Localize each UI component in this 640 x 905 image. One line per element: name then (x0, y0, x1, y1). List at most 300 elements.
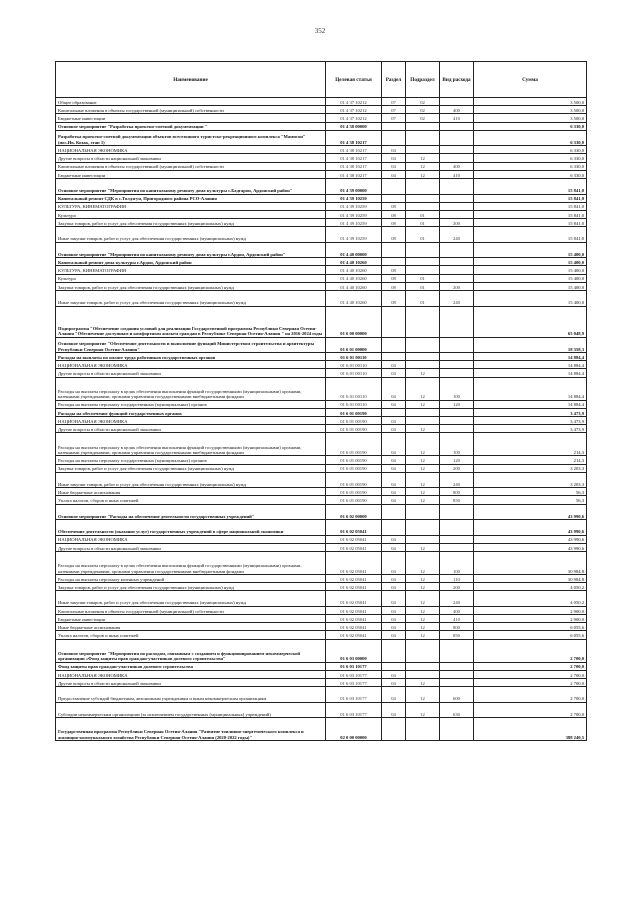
row-expense-type-cell: 400 (440, 162, 474, 170)
row-amount-cell: 14 884,4 (474, 369, 587, 377)
row-name-cell: НАЦИОНАЛЬНАЯ ЭКОНОМИКА (56, 670, 326, 678)
row-section-cell (382, 639, 406, 662)
row-target-article-cell: 01 6 02 05041 (326, 615, 382, 623)
row-section-cell: 04 (382, 464, 406, 472)
row-name-cell: Иные бюджетные ассигнования (56, 488, 326, 496)
row-amount-cell: 4 050,2 (474, 591, 587, 607)
row-name-cell: Расходы на выплаты персоналу в целях обеспечения выполнения функций государственными (муниципальными) органами, казенными учреждениями, органами управления государственными внебюджетными фондами (56, 433, 326, 456)
row-target-article-cell: 01 4 40 00000 (326, 242, 382, 258)
row-section-cell: 04 (382, 631, 406, 639)
row-target-article-cell: 01 6 01 00190 (326, 488, 382, 496)
row-expense-type-cell (440, 337, 474, 353)
row-subsection-cell: 12 (406, 369, 440, 377)
row-target-article-cell: 01 6 02 05041 (326, 543, 382, 551)
row-expense-type-cell: 110 (440, 574, 474, 582)
row-expense-type-cell (440, 242, 474, 258)
table-row (56, 361, 587, 369)
row-name-cell: Расходы на обеспечение функций государственных органов (56, 408, 326, 416)
row-subsection-cell (406, 122, 440, 130)
row-name-cell: Основное мероприятие "Разработка проектно-сметной документации " (56, 122, 326, 130)
row-expense-type-cell: 850 (440, 496, 474, 504)
table-row (56, 472, 587, 488)
row-subsection-cell (406, 408, 440, 416)
row-subsection-cell: 12 (406, 162, 440, 170)
row-subsection-cell: 12 (406, 496, 440, 504)
table-row (56, 702, 587, 718)
row-target-article-cell: 01 6 02 05041 (326, 583, 382, 591)
row-expense-type-cell (440, 258, 474, 266)
table-row (56, 488, 587, 496)
page-number: 352 (314, 27, 326, 35)
row-target-article-cell: 01 4 40 10260 (326, 258, 382, 266)
row-target-article-cell: 01 4 39 10259 (326, 202, 382, 210)
row-name-cell: Основное мероприятие "Мероприятия по капитальному ремонту дома культуры с.Бадгарон, Ардонский район" (56, 179, 326, 195)
header-expense-type: Вид расхода (440, 62, 474, 98)
row-subsection-cell (406, 535, 440, 543)
row-subsection-cell (406, 504, 440, 520)
row-amount-cell: 2 700,0 (474, 662, 587, 670)
table-row (56, 377, 587, 400)
row-subsection-cell: 12 (406, 154, 440, 162)
row-subsection-cell: 12 (406, 170, 440, 178)
row-section-cell (382, 337, 406, 353)
row-expense-type-cell (440, 639, 474, 662)
row-section-cell: 04 (382, 162, 406, 170)
row-expense-type-cell (440, 678, 474, 686)
row-target-article-cell: 01 6 03 10177 (326, 678, 382, 686)
row-section-cell: 08 (382, 202, 406, 210)
row-amount-cell: 388 240,5 (474, 718, 587, 741)
table-row (56, 400, 587, 408)
row-amount-cell: 15 400,0 (474, 291, 587, 307)
row-expense-type-cell: 240 (440, 472, 474, 488)
row-name-cell: Закупка товаров, работ и услуг для обеспечения государственных (муниципальных) нужд (56, 583, 326, 591)
row-expense-type-cell (440, 662, 474, 670)
row-section-cell: 08 (382, 219, 406, 227)
table-row (56, 369, 587, 377)
row-target-article-cell: 01 6 02 05041 (326, 606, 382, 614)
row-expense-type-cell (440, 520, 474, 536)
table-row (56, 718, 587, 741)
row-name-cell: Другие вопросы в области национальной экономики (56, 154, 326, 162)
row-section-cell: 04 (382, 433, 406, 456)
row-subsection-cell: 02 (406, 114, 440, 122)
table-row (56, 98, 587, 106)
table-row (56, 433, 587, 456)
row-amount-cell: 15 841,0 (474, 202, 587, 210)
row-amount-cell: 18 358,3 (474, 337, 587, 353)
row-target-article-cell: 01 6 01 00190 (326, 464, 382, 472)
row-target-article-cell: 01 4 37 10212 (326, 106, 382, 114)
row-name-cell: Бюджетные инвестиции (56, 114, 326, 122)
row-subsection-cell (406, 202, 440, 210)
table-row (56, 130, 587, 146)
row-amount-cell: 14 884,4 (474, 400, 587, 408)
row-section-cell: 04 (382, 416, 406, 424)
row-expense-type-cell: 120 (440, 456, 474, 464)
row-expense-type-cell (440, 361, 474, 369)
row-section-cell: 04 (382, 154, 406, 162)
row-amount-cell: 2 700,0 (474, 670, 587, 678)
row-target-article-cell: 01 6 03 10177 (326, 687, 382, 703)
row-name-cell: Культура (56, 210, 326, 218)
row-section-cell: 04 (382, 425, 406, 433)
table-row (56, 456, 587, 464)
row-name-cell: Субсидии некоммерческим организациям (за исключением государственных (муниципальных) учреждений) (56, 702, 326, 718)
row-name-cell: Фонд защиты прав граждан-участников долевого строительства (56, 662, 326, 670)
row-target-article-cell: 01 4 38 10217 (326, 162, 382, 170)
row-name-cell: Основное мероприятие "Расходы на обеспечение деятельности государственных учреждений" (56, 504, 326, 520)
row-target-article-cell: 01 6 01 00190 (326, 433, 382, 456)
row-name-cell: Капитальный ремонт дома культуры г.Ардон, Ардонский район (56, 258, 326, 266)
row-amount-cell: 3 500,0 (474, 106, 587, 114)
row-target-article-cell: 01 6 01 00190 (326, 416, 382, 424)
row-expense-type-cell (440, 408, 474, 416)
row-expense-type-cell (440, 122, 474, 130)
row-name-cell: НАЦИОНАЛЬНАЯ ЭКОНОМИКА (56, 535, 326, 543)
row-target-article-cell: 01 4 39 10259 (326, 210, 382, 218)
row-name-cell: Предоставление субсидий бюджетным, автономным учреждениям и иным некоммерческим организациям (56, 687, 326, 703)
row-expense-type-cell: 850 (440, 631, 474, 639)
table-row (56, 615, 587, 623)
row-expense-type-cell (440, 670, 474, 678)
row-target-article-cell: 01 6 01 00190 (326, 456, 382, 464)
row-section-cell: 07 (382, 98, 406, 106)
row-subsection-cell: 12 (406, 574, 440, 582)
row-section-cell: 04 (382, 670, 406, 678)
row-expense-type-cell: 240 (440, 291, 474, 307)
row-amount-cell: 15 841,0 (474, 194, 587, 202)
row-amount-cell: 14 884,4 (474, 377, 587, 400)
row-name-cell: Культура (56, 274, 326, 282)
row-subsection-cell: 12 (406, 687, 440, 703)
row-section-cell: 04 (382, 496, 406, 504)
row-name-cell: Другие вопросы в области национальной экономики (56, 678, 326, 686)
row-target-article-cell: 01 6 00 00000 (326, 306, 382, 337)
row-section-cell: 04 (382, 377, 406, 400)
row-name-cell: НАЦИОНАЛЬНАЯ ЭКОНОМИКА (56, 361, 326, 369)
row-name-cell: КУЛЬТУРА, КИНЕМАТОГРАФИЯ (56, 266, 326, 274)
row-subsection-cell: 12 (406, 400, 440, 408)
row-subsection-cell: 12 (406, 488, 440, 496)
row-name-cell: Капитальные вложения в объекты государственной (муниципальной) собственности (56, 606, 326, 614)
row-target-article-cell: 01 4 40 10260 (326, 266, 382, 274)
row-expense-type-cell: 120 (440, 400, 474, 408)
row-section-cell: 04 (382, 623, 406, 631)
row-name-cell: Бюджетные инвестиции (56, 170, 326, 178)
table-row (56, 227, 587, 243)
row-subsection-cell (406, 353, 440, 361)
row-target-article-cell: 01 6 01 00190 (326, 408, 382, 416)
row-target-article-cell: 01 4 38 10217 (326, 170, 382, 178)
row-target-article-cell: 01 4 37 10212 (326, 114, 382, 122)
row-subsection-cell (406, 662, 440, 670)
row-target-article-cell: 01 6 02 05041 (326, 535, 382, 543)
row-name-cell: Обеспечение деятельности (оказание услуг) государственных учреждений в сфере национальной экономики (56, 520, 326, 536)
header-target-article: Целевая статья (326, 62, 382, 98)
table-row (56, 282, 587, 290)
row-amount-cell: 15 400,0 (474, 282, 587, 290)
header-section: Раздел (382, 62, 406, 98)
row-amount-cell: 6 330,0 (474, 146, 587, 154)
row-section-cell: 04 (382, 678, 406, 686)
row-name-cell: Капитальные вложения в объекты государственной (муниципальной) собственности (56, 162, 326, 170)
row-name-cell: Другие вопросы в области национальной экономики (56, 543, 326, 551)
row-section-cell (382, 662, 406, 670)
row-subsection-cell: 12 (406, 456, 440, 464)
row-name-cell: Расходы на выплаты по оплате труда работников государственных органов (56, 353, 326, 361)
header-name: Наименование (56, 62, 326, 98)
table-row (56, 574, 587, 582)
table-row (56, 266, 587, 274)
row-expense-type-cell: 410 (440, 114, 474, 122)
row-section-cell: 04 (382, 535, 406, 543)
row-expense-type-cell (440, 179, 474, 195)
row-target-article-cell: 01 4 38 10217 (326, 146, 382, 154)
row-amount-cell: 65 048,9 (474, 306, 587, 337)
row-name-cell: Государственная программа Республики Северная Осетия-Алания "Развитие топливно-энергетического комплекса и жилищно-коммунального хозяйства Республики Северная Осетия-Алания (2020-2022 годы)" (56, 718, 326, 741)
table-row (56, 179, 587, 195)
row-section-cell: 04 (382, 488, 406, 496)
row-target-article-cell: 01 6 03 10177 (326, 670, 382, 678)
row-section-cell: 08 (382, 282, 406, 290)
row-subsection-cell: 01 (406, 227, 440, 243)
table-row (56, 122, 587, 130)
row-expense-type-cell (440, 266, 474, 274)
row-section-cell (382, 520, 406, 536)
row-expense-type-cell: 100 (440, 551, 474, 574)
row-expense-type-cell (440, 718, 474, 741)
table-row (56, 106, 587, 114)
row-section-cell: 08 (382, 266, 406, 274)
row-subsection-cell: 12 (406, 543, 440, 551)
row-amount-cell: 2 700,0 (474, 702, 587, 718)
row-amount-cell: 15 400,0 (474, 242, 587, 258)
row-section-cell: 04 (382, 687, 406, 703)
row-name-cell: Основное мероприятие "Мероприятия по расходам, связанным с созданием и функционированием некоммерческой организации «Фонд защиты прав граждан-участников долевого строительства" (56, 639, 326, 662)
table-row (56, 687, 587, 703)
row-section-cell: 04 (382, 170, 406, 178)
row-expense-type-cell: 200 (440, 464, 474, 472)
row-subsection-cell: 01 (406, 210, 440, 218)
row-amount-cell: 3 473,9 (474, 408, 587, 416)
row-subsection-cell: 01 (406, 291, 440, 307)
row-expense-type-cell (440, 130, 474, 146)
row-expense-type-cell: 630 (440, 702, 474, 718)
row-name-cell: Уплата налогов, сборов и иных платежей (56, 631, 326, 639)
row-amount-cell: 6 055,6 (474, 631, 587, 639)
table-row (56, 154, 587, 162)
row-amount-cell: 3 473,9 (474, 425, 587, 433)
row-amount-cell: 43 990,6 (474, 504, 587, 520)
table-row (56, 678, 587, 686)
row-amount-cell: 2 700,0 (474, 678, 587, 686)
table-row (56, 274, 587, 282)
row-name-cell: Уплата налогов, сборов и иных платежей (56, 496, 326, 504)
table-row (56, 623, 587, 631)
row-target-article-cell: 01 6 01 00110 (326, 400, 382, 408)
row-expense-type-cell: 100 (440, 377, 474, 400)
row-subsection-cell: 01 (406, 282, 440, 290)
row-subsection-cell: 02 (406, 98, 440, 106)
row-target-article-cell: 01 6 02 05041 (326, 631, 382, 639)
row-amount-cell: 30 984,8 (474, 551, 587, 574)
row-name-cell: НАЦИОНАЛЬНАЯ ЭКОНОМИКА (56, 146, 326, 154)
row-target-article-cell: 01 4 39 00000 (326, 179, 382, 195)
row-section-cell: 08 (382, 291, 406, 307)
row-target-article-cell: 01 6 02 05041 (326, 623, 382, 631)
row-expense-type-cell (440, 353, 474, 361)
row-target-article-cell: 02 0 00 00000 (326, 718, 382, 741)
row-amount-cell: 6 330,0 (474, 154, 587, 162)
row-section-cell: 04 (382, 606, 406, 614)
row-amount-cell: 15 400,0 (474, 266, 587, 274)
row-target-article-cell: 01 6 01 00190 (326, 496, 382, 504)
row-target-article-cell: 01 6 03 10177 (326, 662, 382, 670)
row-name-cell: Капитальный ремонт СДК в с.Толдзгун, Пригородного района РСО-Алания (56, 194, 326, 202)
row-name-cell: Расходы на выплаты персоналу в целях обеспечения выполнения функций государственными (муниципальными) органами, казенными учреждениями, органами управления государственными внебюджетными фондами (56, 551, 326, 574)
row-name-cell: Расходы на выплаты персоналу казенных учреждений (56, 574, 326, 582)
row-amount-cell: 15 841,0 (474, 219, 587, 227)
table-row (56, 353, 587, 361)
row-subsection-cell: 12 (406, 623, 440, 631)
row-section-cell (382, 718, 406, 741)
row-subsection-cell: 12 (406, 464, 440, 472)
row-expense-type-cell: 200 (440, 219, 474, 227)
row-expense-type-cell (440, 274, 474, 282)
header-subsection: Подраздел (406, 62, 440, 98)
row-section-cell: 08 (382, 274, 406, 282)
row-section-cell: 08 (382, 227, 406, 243)
row-amount-cell: 15 841,0 (474, 210, 587, 218)
row-name-cell: Основное мероприятие "Обеспечение деятельности и выполнение функций Министерством строительства и архитектуры Республики Северная Осетия-Алания" (56, 337, 326, 353)
row-name-cell: Разработка проектно-сметной документации объектов всесезонного туристско-рекреационного комплекса "Мамисон" (пос.Ив. Козак, этап 1) (56, 130, 326, 146)
table-row (56, 464, 587, 472)
row-name-cell: Иные закупки товаров, работ и услуг для обеспечения государственных (муниципальных) нужд (56, 227, 326, 243)
row-subsection-cell (406, 520, 440, 536)
row-section-cell: 04 (382, 702, 406, 718)
table-row (56, 170, 587, 178)
row-target-article-cell: 01 6 01 00110 (326, 377, 382, 400)
row-expense-type-cell (440, 194, 474, 202)
row-subsection-cell: 02 (406, 106, 440, 114)
row-expense-type-cell (440, 425, 474, 433)
row-amount-cell: 214,3 (474, 456, 587, 464)
row-expense-type-cell: 400 (440, 606, 474, 614)
row-name-cell: Иные закупки товаров, работ и услуг для обеспечения государственных (муниципальных) нужд (56, 472, 326, 488)
table-row (56, 496, 587, 504)
table-row (56, 670, 587, 678)
row-amount-cell: 6 330,0 (474, 170, 587, 178)
row-section-cell: 04 (382, 361, 406, 369)
row-target-article-cell: 01 4 40 10260 (326, 291, 382, 307)
table-header-row (56, 62, 587, 98)
table-row (56, 543, 587, 551)
row-subsection-cell: 12 (406, 606, 440, 614)
row-section-cell (382, 122, 406, 130)
row-subsection-cell (406, 306, 440, 337)
row-amount-cell: 15 400,0 (474, 258, 587, 266)
row-amount-cell: 15 841,0 (474, 179, 587, 195)
row-amount-cell: 2 700,0 (474, 639, 587, 662)
row-subsection-cell (406, 146, 440, 154)
row-section-cell (382, 194, 406, 202)
row-target-article-cell: 01 4 37 10212 (326, 98, 382, 106)
row-expense-type-cell: 600 (440, 687, 474, 703)
row-name-cell: Бюджетные инвестиции (56, 615, 326, 623)
table-row (56, 551, 587, 574)
row-target-article-cell: 01 6 02 05041 (326, 551, 382, 574)
row-section-cell: 04 (382, 551, 406, 574)
row-amount-cell: 3 500,0 (474, 98, 587, 106)
table-row (56, 504, 587, 520)
row-expense-type-cell: 240 (440, 227, 474, 243)
row-amount-cell: 6 330,0 (474, 122, 587, 130)
table-row (56, 258, 587, 266)
row-expense-type-cell: 240 (440, 591, 474, 607)
row-amount-cell: 14 884,4 (474, 353, 587, 361)
row-subsection-cell: 12 (406, 551, 440, 574)
row-name-cell: Основное мероприятие "Мероприятия по капитальному ремонту дома культуры г.Ардон, Ардонский район" (56, 242, 326, 258)
row-expense-type-cell: 410 (440, 615, 474, 623)
table-row (56, 520, 587, 536)
row-expense-type-cell: 100 (440, 433, 474, 456)
table-row (56, 210, 587, 218)
row-target-article-cell: 01 4 39 10259 (326, 194, 382, 202)
row-expense-type-cell (440, 154, 474, 162)
row-section-cell: 07 (382, 106, 406, 114)
table-row (56, 306, 587, 337)
row-subsection-cell (406, 130, 440, 146)
row-expense-type-cell (440, 98, 474, 106)
row-amount-cell: 43 990,6 (474, 535, 587, 543)
row-subsection-cell: 12 (406, 472, 440, 488)
row-section-cell (382, 306, 406, 337)
row-section-cell (382, 353, 406, 361)
row-expense-type-cell (440, 504, 474, 520)
table-row (56, 146, 587, 154)
row-expense-type-cell (440, 416, 474, 424)
row-section-cell: 04 (382, 615, 406, 623)
row-target-article-cell: 01 6 01 00110 (326, 361, 382, 369)
row-subsection-cell (406, 670, 440, 678)
table-row (56, 219, 587, 227)
table-row (56, 114, 587, 122)
row-expense-type-cell (440, 535, 474, 543)
row-expense-type-cell (440, 210, 474, 218)
row-expense-type-cell (440, 543, 474, 551)
row-subsection-cell (406, 718, 440, 741)
row-subsection-cell (406, 194, 440, 202)
row-target-article-cell: 01 4 40 10260 (326, 274, 382, 282)
row-name-cell: Расходы на выплаты персоналу государственных (муниципальных) органов (56, 456, 326, 464)
row-section-cell (382, 130, 406, 146)
row-section-cell: 04 (382, 591, 406, 607)
row-target-article-cell: 01 6 02 05041 (326, 520, 382, 536)
row-amount-cell: 56,3 (474, 496, 587, 504)
row-target-article-cell: 01 6 03 10177 (326, 702, 382, 718)
row-subsection-cell (406, 337, 440, 353)
row-amount-cell: 6 055,6 (474, 623, 587, 631)
row-name-cell: НАЦИОНАЛЬНАЯ ЭКОНОМИКА (56, 416, 326, 424)
table-row (56, 408, 587, 416)
row-subsection-cell: 01 (406, 219, 440, 227)
row-subsection-cell (406, 361, 440, 369)
table-row (56, 535, 587, 543)
row-target-article-cell: 01 4 38 00000 (326, 122, 382, 130)
row-expense-type-cell (440, 369, 474, 377)
table-row (56, 606, 587, 614)
